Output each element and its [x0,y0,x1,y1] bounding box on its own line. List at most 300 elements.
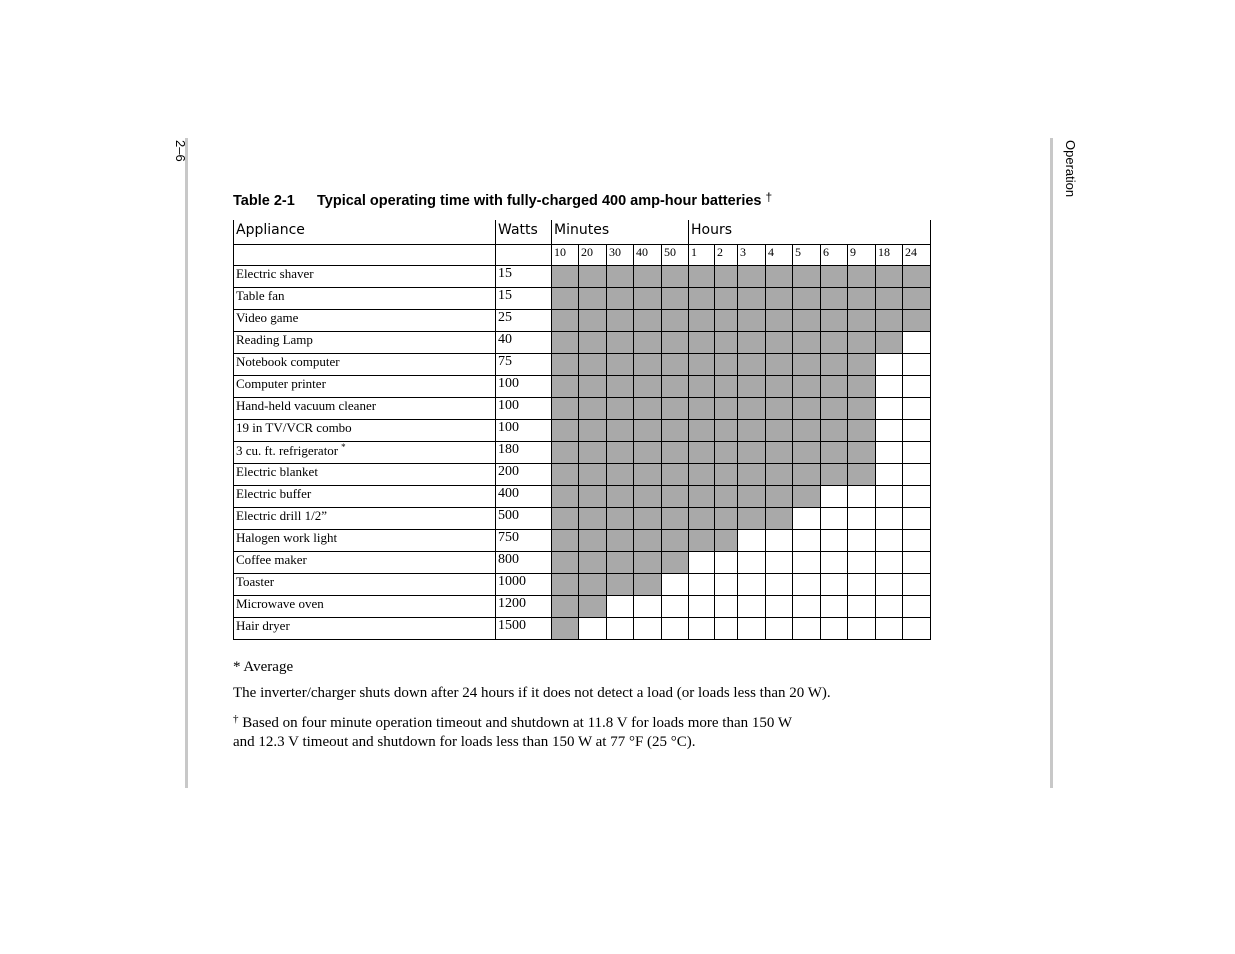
table-row [234,596,931,618]
runtime-cell-filled [552,574,579,596]
runtime-cell-filled [848,376,876,398]
runtime-cell-empty [848,618,876,640]
time-column-label: 20 [579,245,607,266]
runtime-cell-filled [552,354,579,376]
runtime-cell-filled [715,332,738,354]
runtime-cell-empty [821,618,848,640]
runtime-cell-filled [848,288,876,310]
runtime-cell-filled [903,310,931,332]
runtime-cell-filled [793,332,821,354]
runtime-cell-filled [607,464,634,486]
runtime-cell-filled [821,464,848,486]
table-body [234,266,931,640]
runtime-cell-filled [689,464,715,486]
dagger-note-line-2: and 12.3 V timeout and shutdown for loads less than 150 W at 77 °F (25 °C). [233,734,696,750]
appliance-cell [234,464,496,486]
watts-cell: 15 [496,288,552,310]
runtime-cell-filled [607,266,634,288]
runtime-cell-filled [715,398,738,420]
runtime-cell-filled [552,266,579,288]
runtime-cell-filled [662,420,689,442]
runtime-cell-filled [766,332,793,354]
appliance-name: Hair dryer [236,618,290,633]
table-row [234,442,931,464]
runtime-cell-filled [793,420,821,442]
watts-cell: 1200 [496,596,552,618]
runtime-cell-empty [903,596,931,618]
table-row [234,354,931,376]
time-column-label: 40 [634,245,662,266]
runtime-cell-filled [552,288,579,310]
runtime-cell-filled [738,464,766,486]
runtime-cell-filled [793,288,821,310]
runtime-cell-filled [715,464,738,486]
runtime-cell-empty [689,596,715,618]
dagger-note-line-1: Based on four minute operation timeout and shutdown at 11.8 V for loads more than 150 W [242,715,793,731]
appliance-cell [234,508,496,530]
appliance-name: Table fan [236,288,285,303]
watts-cell: 15 [496,266,552,288]
runtime-cell-filled [634,266,662,288]
runtime-cell-empty [738,530,766,552]
runtime-cell-filled [738,486,766,508]
runtime-cell-filled [738,332,766,354]
runtime-cell-filled [634,398,662,420]
runtime-cell-filled [738,420,766,442]
runtime-cell-empty [821,486,848,508]
runtime-cell-empty [903,464,931,486]
runtime-cell-filled [552,618,579,640]
runtime-cell-empty [876,508,903,530]
runtime-cell-filled [715,266,738,288]
runtime-cell-filled [607,442,634,464]
runtime-cell-filled [607,332,634,354]
runtime-cell-filled [689,310,715,332]
runtime-cell-filled [634,288,662,310]
watts-cell: 400 [496,486,552,508]
watts-cell: 800 [496,552,552,574]
appliance-cell [234,288,496,310]
runtime-cell-filled [715,486,738,508]
section-label: Operation [1063,140,1078,198]
appliance-name: Computer printer [236,376,326,391]
table-caption [233,190,933,209]
runtime-cell-filled [552,376,579,398]
runtime-cell-filled [689,442,715,464]
runtime-cell-filled [579,596,607,618]
runtime-cell-filled [738,508,766,530]
runtime-cell-empty [876,552,903,574]
runtime-cell-empty [903,574,931,596]
appliance-cell [234,486,496,508]
runtime-cell-filled [689,530,715,552]
runtime-cell-filled [662,266,689,288]
runtime-cell-filled [552,332,579,354]
runtime-cell-filled [738,288,766,310]
table-row [234,376,931,398]
appliance-cell [234,420,496,442]
runtime-cell-filled [607,530,634,552]
runtime-cell-empty [903,442,931,464]
dagger-note-mark: † [233,713,239,725]
average-note: * Average [233,659,294,675]
table-row [234,266,931,288]
runtime-cell-filled [715,420,738,442]
runtime-cell-empty [607,596,634,618]
runtime-cell-empty [793,552,821,574]
time-column-label: 24 [903,245,931,266]
watts-cell: 75 [496,354,552,376]
watts-cell: 1500 [496,618,552,640]
runtime-cell-filled [848,442,876,464]
runtime-cell-filled [821,288,848,310]
table-row [234,574,931,596]
runtime-cell-empty [848,596,876,618]
runtime-cell-empty [821,574,848,596]
table-row [234,332,931,354]
runtime-cell-filled [821,442,848,464]
watts-cell: 1000 [496,574,552,596]
left-margin-rule [185,138,188,788]
runtime-cell-filled [689,420,715,442]
runtime-cell-filled [821,266,848,288]
runtime-cell-filled [662,442,689,464]
time-column-label: 2 [715,245,738,266]
runtime-cell-empty [715,552,738,574]
runtime-cell-filled [634,552,662,574]
runtime-cell-filled [738,376,766,398]
time-column-label: 5 [793,245,821,266]
runtime-cell-filled [634,354,662,376]
runtime-cell-filled [607,398,634,420]
runtime-cell-empty [903,552,931,574]
runtime-cell-filled [793,354,821,376]
watts-cell: 25 [496,310,552,332]
runtime-cell-empty [793,530,821,552]
runtime-cell-filled [793,398,821,420]
runtime-cell-empty [848,486,876,508]
runtime-cell-empty [738,618,766,640]
table-number: Table 2-1 [233,193,295,209]
time-column-label: 50 [662,245,689,266]
runtime-cell-filled [848,464,876,486]
runtime-cell-filled [662,464,689,486]
runtime-cell-filled [634,486,662,508]
appliance-cell [234,266,496,288]
runtime-cell-filled [662,310,689,332]
appliance-cell [234,442,496,464]
watts-cell: 100 [496,420,552,442]
runtime-cell-filled [662,486,689,508]
table-row [234,486,931,508]
runtime-cell-filled [715,376,738,398]
runtime-cell-filled [689,332,715,354]
runtime-cell-filled [662,376,689,398]
runtime-cell-empty [821,596,848,618]
runtime-cell-filled [766,486,793,508]
runtime-cell-filled [738,442,766,464]
runtime-cell-empty [715,574,738,596]
runtime-cell-filled [715,508,738,530]
runtime-cell-filled [738,398,766,420]
time-column-label: 9 [848,245,876,266]
runtime-cell-empty [876,376,903,398]
time-column-label: 4 [766,245,793,266]
runtime-cell-filled [848,354,876,376]
runtime-cell-empty [738,596,766,618]
runtime-cell-empty [876,420,903,442]
runtime-cell-empty [848,508,876,530]
table-row [234,530,931,552]
runtime-cell-empty [903,530,931,552]
runtime-cell-filled [738,354,766,376]
table-row [234,288,931,310]
runtime-cell-empty [876,618,903,640]
runtime-cell-filled [821,398,848,420]
runtime-cell-empty [821,530,848,552]
runtime-cell-filled [689,486,715,508]
runtime-cell-filled [793,486,821,508]
runtime-cell-filled [579,266,607,288]
runtime-cell-filled [579,508,607,530]
runtime-cell-empty [903,376,931,398]
watts-cell: 180 [496,442,552,464]
appliance-name: Hand-held vacuum cleaner [236,398,377,413]
runtime-cell-empty [689,618,715,640]
table-row [234,310,931,332]
blank-cell [234,245,496,266]
runtime-cell-filled [607,376,634,398]
appliance-name: Video game [236,310,299,325]
runtime-cell-filled [662,288,689,310]
runtime-cell-filled [607,354,634,376]
appliance-cell [234,552,496,574]
runtime-cell-filled [552,508,579,530]
runtime-cell-empty [766,530,793,552]
appliance-cell [234,354,496,376]
time-subheader-row [234,245,931,266]
dagger-note [233,710,933,752]
runtime-cell-filled [579,332,607,354]
runtime-cell-filled [607,310,634,332]
runtime-cell-filled [634,332,662,354]
runtime-cell-filled [662,398,689,420]
operating-time-table [233,220,931,640]
appliance-header: Appliance [234,220,496,245]
runtime-cell-empty [876,398,903,420]
runtime-cell-filled [579,464,607,486]
runtime-cell-filled [793,310,821,332]
runtime-cell-empty [689,574,715,596]
hours-header: Hours [689,220,931,245]
runtime-cell-filled [766,310,793,332]
table-row [234,398,931,420]
appliance-name: 3 cu. ft. refrigerator [236,443,339,458]
runtime-cell-empty [715,596,738,618]
runtime-cell-empty [766,618,793,640]
runtime-cell-filled [579,420,607,442]
appliance-cell [234,376,496,398]
runtime-cell-empty [821,552,848,574]
runtime-cell-filled [689,288,715,310]
runtime-cell-filled [607,508,634,530]
appliance-name: Halogen work light [236,530,338,545]
appliance-cell [234,596,496,618]
watts-header: Watts [496,220,552,245]
runtime-cell-empty [793,596,821,618]
runtime-cell-filled [579,574,607,596]
blank-cell [496,245,552,266]
runtime-cell-empty [634,596,662,618]
runtime-cell-filled [793,464,821,486]
time-column-label: 1 [689,245,715,266]
watts-cell: 100 [496,376,552,398]
right-margin-rule [1050,138,1053,788]
runtime-cell-empty [821,508,848,530]
runtime-cell-filled [662,552,689,574]
runtime-cell-filled [634,530,662,552]
appliance-name: 19 in TV/VCR combo [236,420,352,435]
runtime-cell-filled [821,332,848,354]
time-column-label: 3 [738,245,766,266]
runtime-cell-filled [848,310,876,332]
shutdown-note: The inverter/charger shuts down after 24 hours if it does not detect a load (or loads less than 20 W). [233,685,831,701]
runtime-cell-filled [876,266,903,288]
watts-cell: 100 [496,398,552,420]
runtime-cell-filled [552,486,579,508]
table-title: Typical operating time with fully-charged 400 amp-hour batteries [317,193,762,209]
runtime-cell-filled [634,310,662,332]
runtime-cell-filled [903,266,931,288]
runtime-cell-filled [715,354,738,376]
runtime-cell-filled [579,486,607,508]
runtime-cell-filled [821,420,848,442]
runtime-cell-filled [766,420,793,442]
runtime-cell-filled [793,266,821,288]
runtime-cell-filled [634,574,662,596]
runtime-cell-filled [848,398,876,420]
runtime-cell-empty [738,552,766,574]
runtime-cell-filled [766,508,793,530]
runtime-cell-empty [793,574,821,596]
runtime-cell-filled [766,266,793,288]
runtime-cell-filled [552,530,579,552]
runtime-cell-filled [715,310,738,332]
watts-cell: 40 [496,332,552,354]
runtime-cell-filled [662,530,689,552]
runtime-cell-empty [876,574,903,596]
runtime-cell-filled [552,464,579,486]
runtime-cell-filled [848,266,876,288]
appliance-cell [234,310,496,332]
appliance-cell [234,332,496,354]
runtime-cell-filled [552,398,579,420]
appliance-name: Electric drill 1/2” [236,508,327,523]
appliance-cell [234,574,496,596]
runtime-cell-filled [766,442,793,464]
runtime-cell-empty [662,574,689,596]
time-column-label: 10 [552,245,579,266]
dagger-mark: † [765,190,773,204]
appliance-cell [234,398,496,420]
appliance-name: Coffee maker [236,552,307,567]
runtime-cell-filled [689,398,715,420]
runtime-cell-empty [903,618,931,640]
runtime-cell-filled [579,310,607,332]
minutes-header: Minutes [552,220,689,245]
runtime-cell-empty [766,574,793,596]
runtime-cell-filled [821,310,848,332]
runtime-cell-empty [903,420,931,442]
runtime-cell-filled [579,376,607,398]
runtime-cell-empty [689,552,715,574]
runtime-cell-filled [793,442,821,464]
runtime-cell-filled [662,354,689,376]
runtime-cell-empty [793,618,821,640]
runtime-cell-filled [634,508,662,530]
runtime-cell-empty [876,486,903,508]
appliance-name: Reading Lamp [236,332,313,347]
runtime-cell-filled [662,508,689,530]
appliance-name: Notebook computer [236,354,340,369]
runtime-cell-filled [552,552,579,574]
runtime-cell-filled [607,552,634,574]
runtime-cell-filled [634,420,662,442]
runtime-cell-filled [689,376,715,398]
runtime-cell-filled [766,376,793,398]
runtime-cell-filled [766,354,793,376]
runtime-cell-empty [903,332,931,354]
runtime-cell-filled [634,464,662,486]
runtime-cell-filled [579,530,607,552]
runtime-cell-filled [634,442,662,464]
runtime-cell-filled [848,420,876,442]
appliance-name: Electric shaver [236,266,314,281]
runtime-cell-filled [689,266,715,288]
runtime-cell-filled [552,596,579,618]
table-row [234,464,931,486]
time-column-label: 18 [876,245,903,266]
runtime-cell-empty [766,552,793,574]
runtime-cell-empty [876,530,903,552]
page-number: 2–6 [173,140,188,162]
runtime-cell-empty [662,618,689,640]
runtime-cell-filled [821,376,848,398]
runtime-cell-filled [876,332,903,354]
table-row [234,508,931,530]
runtime-cell-empty [766,596,793,618]
runtime-cell-empty [662,596,689,618]
runtime-cell-empty [848,552,876,574]
runtime-cell-filled [715,442,738,464]
table-row [234,618,931,640]
runtime-cell-filled [552,420,579,442]
time-column-label: 6 [821,245,848,266]
runtime-cell-filled [607,486,634,508]
runtime-cell-empty [876,354,903,376]
runtime-cell-filled [903,288,931,310]
runtime-cell-filled [715,530,738,552]
table-notes [233,658,933,759]
runtime-cell-empty [903,508,931,530]
runtime-cell-filled [579,288,607,310]
runtime-cell-empty [876,464,903,486]
table-row [234,552,931,574]
runtime-cell-filled [607,288,634,310]
appliance-cell [234,530,496,552]
appliance-name: Electric buffer [236,486,312,501]
runtime-cell-filled [715,288,738,310]
